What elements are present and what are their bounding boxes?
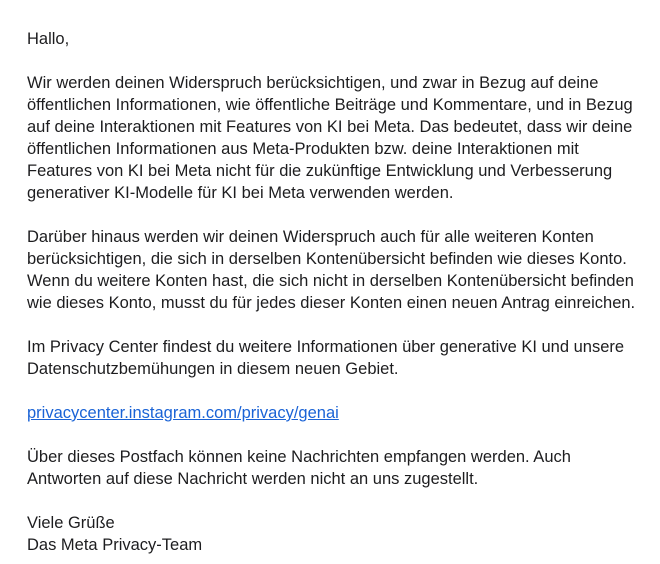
paragraph-privacy-center [27, 336, 652, 380]
closing: Viele Grüße [27, 514, 115, 532]
text-line: öffentlichen Informationen aus Meta-Produkten bzw. deine Interaktionen mit [27, 140, 579, 158]
text-line: Über dieses Postfach können keine Nachrichten empfangen werden. Auch [27, 448, 571, 466]
link-paragraph [27, 402, 652, 424]
text-line: Datenschutzbemühungen in diesem neuen Gebiet. [27, 360, 399, 378]
text-line: Features von KI bei Meta nicht für die zukünftige Entwicklung und Verbesserung [27, 162, 613, 180]
privacy-center-link[interactable]: privacycenter.instagram.com/privacy/genai [27, 404, 339, 422]
text-line: Wir werden deinen Widerspruch berücksichtigen, und zwar in Bezug auf deine [27, 74, 599, 92]
signature: Das Meta Privacy-Team [27, 536, 203, 554]
paragraph-no-reply [27, 446, 652, 490]
text-line: wie dieses Konto, musst du für jedes dieser Konten einen neuen Antrag einreichen. [27, 294, 636, 312]
paragraph-consent-objection [27, 72, 652, 204]
paragraph-other-accounts [27, 226, 652, 314]
email-body [27, 28, 652, 556]
text-line: öffentlichen Informationen, wie öffentliche Beiträge und Kommentare, und in Bezug [27, 96, 633, 114]
greeting: Hallo, [27, 30, 70, 48]
text-line: Im Privacy Center findest du weitere Informationen über generative KI und unsere [27, 338, 625, 356]
text-line: Antworten auf diese Nachricht werden nicht an uns zugestellt. [27, 470, 479, 488]
text-line: generativer KI-Modelle für KI bei Meta verwenden werden. [27, 184, 454, 202]
text-line: auf deine Interaktionen mit Features von KI bei Meta. Das bedeutet, dass wir deine [27, 118, 633, 136]
text-line: berücksichtigen, die sich in derselben Kontenübersicht befinden wie dieses Konto. [27, 250, 627, 268]
sign-off [27, 512, 652, 556]
text-line: Darüber hinaus werden wir deinen Widerspruch auch für alle weiteren Konten [27, 228, 594, 246]
text-line: Wenn du weitere Konten hast, die sich nicht in derselben Kontenübersicht befinden [27, 272, 634, 290]
